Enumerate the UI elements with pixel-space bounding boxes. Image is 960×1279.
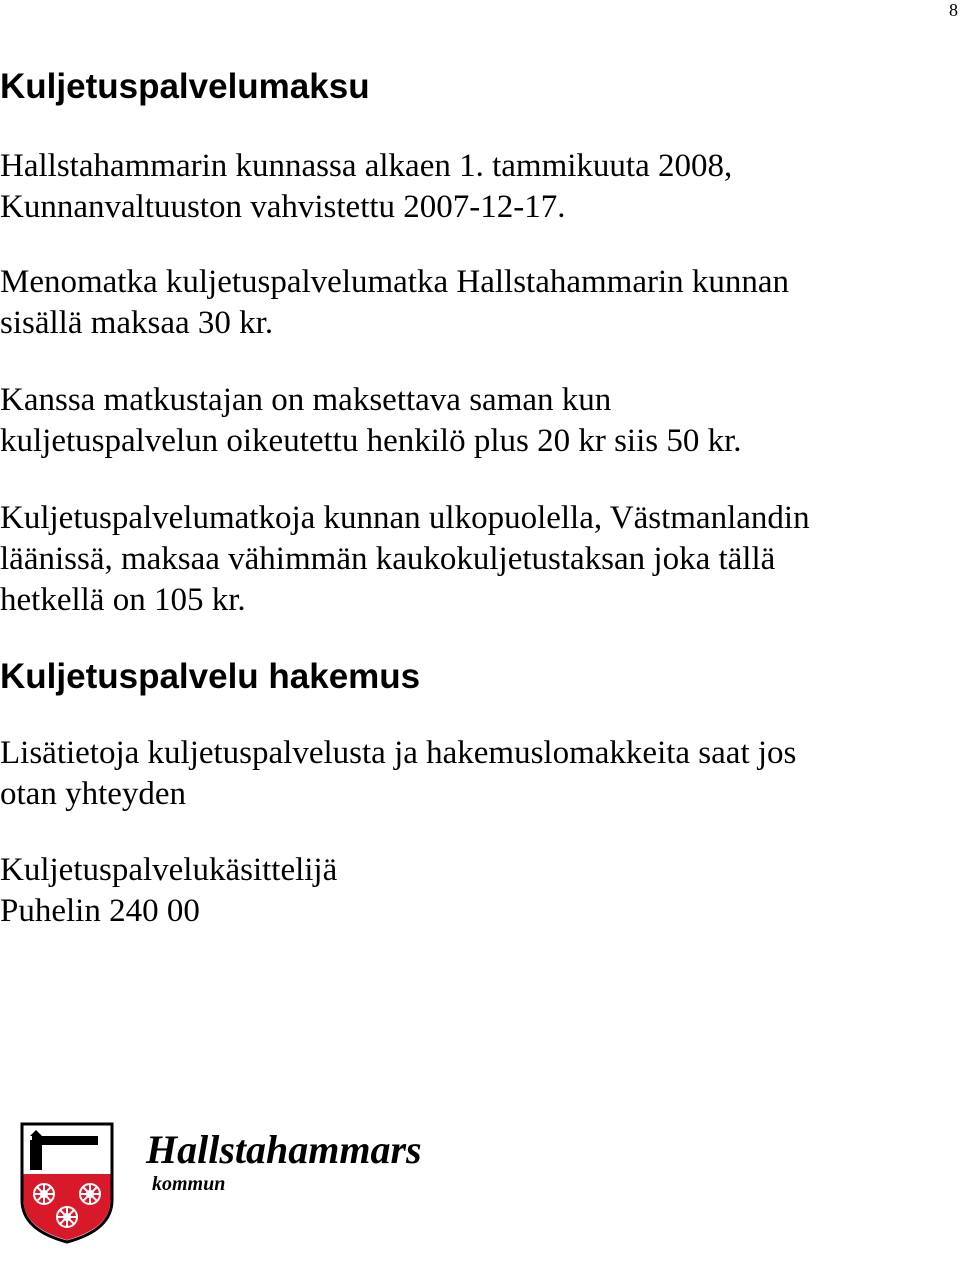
text-line: Lisätietoja kuljetuspalvelusta ja hakemuslomakkeita saat jos bbox=[0, 735, 797, 771]
text-line: otan yhteyden bbox=[0, 776, 187, 812]
contact-title: Kuljetuspalvelukäsittelijä bbox=[0, 852, 338, 888]
companion-fee-paragraph bbox=[0, 380, 958, 462]
logo-wordmark: Hallstahammars bbox=[146, 1127, 422, 1172]
text-line: Kuljetuspalvelumatkoja kunnan ulkopuolella, Västmanlandin bbox=[0, 500, 810, 536]
page-number: 8 bbox=[949, 0, 958, 20]
text-line: kuljetuspalvelun oikeutettu henkilö plus 20 kr siis 50 kr. bbox=[0, 423, 742, 459]
text-line: sisällä maksaa 30 kr. bbox=[0, 305, 274, 341]
logo-subtitle: kommun bbox=[152, 1173, 226, 1195]
text-line: hetkellä on 105 kr. bbox=[0, 582, 246, 618]
text-line: Kanssa matkustajan on maksettava saman kun bbox=[0, 382, 612, 418]
coat-of-arms-icon bbox=[20, 1122, 114, 1244]
section-heading-application: Kuljetuspalvelu hakemus bbox=[0, 657, 421, 696]
text-line: Hallstahammarin kunnassa alkaen 1. tammikuuta 2008, bbox=[0, 148, 733, 184]
outside-municipality-fee-paragraph bbox=[0, 498, 958, 621]
document-body bbox=[0, 66, 958, 932]
fee-validity-paragraph bbox=[0, 146, 958, 228]
municipality-logo bbox=[20, 1122, 490, 1252]
page-title: Kuljetuspalvelumaksu bbox=[0, 67, 370, 106]
contact-phone: Puhelin 240 00 bbox=[0, 893, 200, 929]
one-way-fee-paragraph bbox=[0, 262, 958, 344]
contact-block bbox=[0, 850, 958, 932]
text-line: Kunnanvaltuuston vahvistettu 2007-12-17. bbox=[0, 189, 566, 225]
text-line: Menomatka kuljetuspalvelumatka Hallstahammarin kunnan bbox=[0, 264, 790, 300]
text-line: läänissä, maksaa vähimmän kaukokuljetustaksan joka tällä bbox=[0, 541, 776, 577]
info-paragraph bbox=[0, 733, 958, 815]
